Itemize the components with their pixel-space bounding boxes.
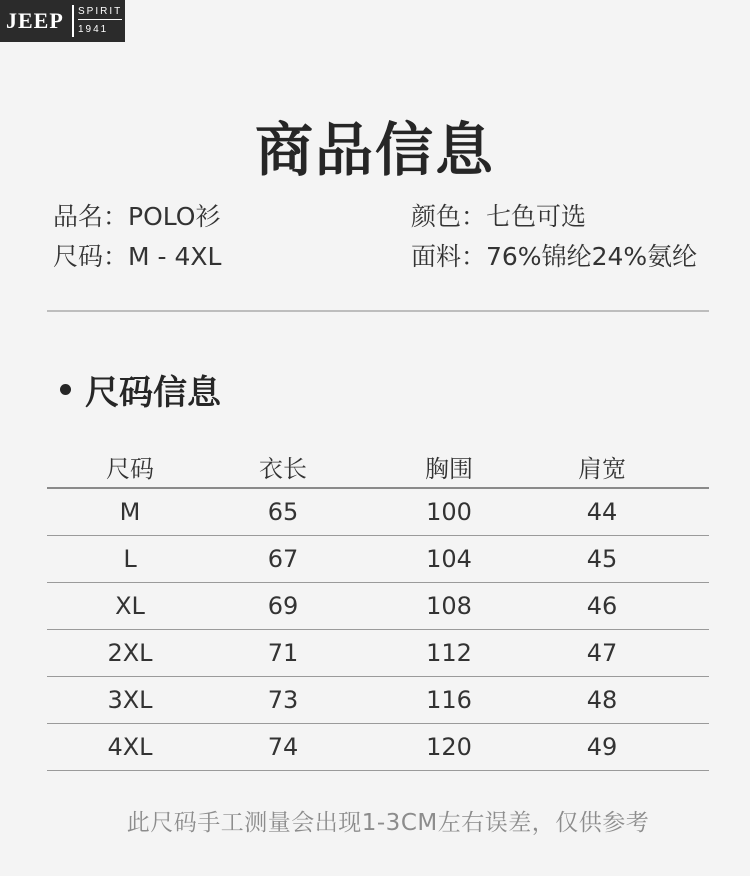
cell-size: M xyxy=(119,498,141,526)
cell-size: 3XL xyxy=(107,686,153,714)
measurement-note: 此尺码手工测量会出现1-3CM左右误差，仅供参考 xyxy=(126,810,650,836)
table-row xyxy=(47,724,709,771)
cell-chest: 104 xyxy=(426,545,472,573)
table-header-row xyxy=(47,447,709,489)
cell-length: 67 xyxy=(267,545,299,573)
header-length: 衣长 xyxy=(259,455,307,483)
info-color: 颜色：七色可选 xyxy=(411,202,587,231)
cell-size: XL xyxy=(115,592,145,620)
cell-size: 4XL xyxy=(107,733,153,761)
bullet-icon xyxy=(60,384,71,395)
cell-length: 74 xyxy=(267,733,299,761)
header-shoulder: 肩宽 xyxy=(578,455,626,483)
cell-length: 69 xyxy=(267,592,299,620)
info-size-range: 尺码：M - 4XL xyxy=(53,242,222,271)
cell-size: L xyxy=(123,545,137,573)
table-row xyxy=(47,489,709,536)
logo-line-1: SPIRIT xyxy=(78,5,122,20)
logo-line-2: 1941 xyxy=(78,24,109,35)
cell-length: 65 xyxy=(267,498,299,526)
cell-chest: 100 xyxy=(426,498,472,526)
section-divider xyxy=(47,310,709,312)
cell-chest: 116 xyxy=(426,686,472,714)
page-title: 商品信息 xyxy=(254,116,495,184)
cell-size: 2XL xyxy=(107,639,153,667)
info-product-name: 品名：POLO衫 xyxy=(53,202,221,231)
size-section-heading xyxy=(60,365,221,414)
cell-shoulder: 45 xyxy=(586,545,618,573)
table-row xyxy=(47,630,709,677)
table-row xyxy=(47,536,709,583)
logo-subtext xyxy=(72,5,122,37)
table-row xyxy=(47,677,709,724)
logo-brand-text: JEEP xyxy=(6,8,64,33)
cell-shoulder: 44 xyxy=(586,498,618,526)
cell-shoulder: 49 xyxy=(586,733,618,761)
info-fabric: 面料：76%锦纶24%氨纶 xyxy=(411,242,698,271)
brand-logo xyxy=(0,0,125,42)
cell-length: 73 xyxy=(267,686,299,714)
header-size: 尺码 xyxy=(106,455,154,483)
cell-shoulder: 47 xyxy=(586,639,618,667)
cell-shoulder: 46 xyxy=(586,592,618,620)
cell-chest: 120 xyxy=(426,733,472,761)
header-chest: 胸围 xyxy=(425,455,473,483)
table-row xyxy=(47,583,709,630)
size-section-title: 尺码信息 xyxy=(85,373,221,413)
cell-shoulder: 48 xyxy=(586,686,618,714)
cell-chest: 108 xyxy=(426,592,472,620)
cell-length: 71 xyxy=(267,639,299,667)
cell-chest: 112 xyxy=(426,639,472,667)
size-table xyxy=(47,447,709,771)
